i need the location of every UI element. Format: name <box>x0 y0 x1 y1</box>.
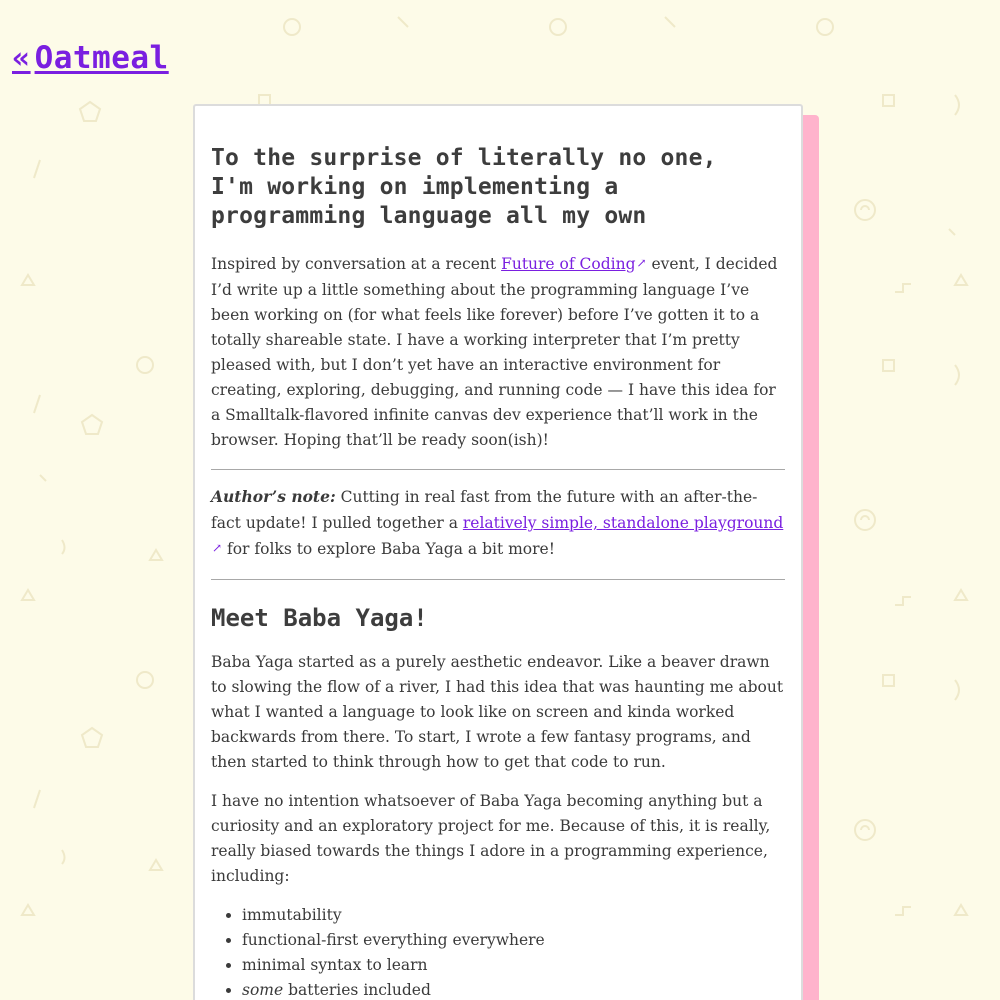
double-chevron-left-icon: « <box>12 41 31 76</box>
divider-top <box>211 469 785 470</box>
list-item-rest: batteries included <box>283 981 431 999</box>
future-of-coding-link-label: Future of Coding <box>501 255 636 273</box>
section-heading: Meet Baba Yaga! <box>211 604 428 632</box>
post-card <box>193 104 803 1000</box>
body-paragraph-1: Baba Yaga started as a purely aesthetic endeavor. Like a beaver drawn to slowing the flow of a river, I had this idea that was haunting me about what I wanted a language to look like on screen and kinda worked backwards from there. To start, I wrote a few fantasy programs, and then started to think through how to get that code to run. <box>211 653 784 771</box>
external-link-icon: ↗ <box>212 541 223 555</box>
list-item <box>242 978 785 1000</box>
playground-link-label: relatively simple, standalone playground <box>462 514 784 532</box>
intro-text-before: Inspired by conversation at a recent <box>211 255 502 273</box>
list-item-emphasis: some <box>242 981 284 999</box>
author-note <box>211 484 785 563</box>
divider-bottom <box>211 579 785 580</box>
list-item: • functional-first everything everywhere <box>242 928 785 953</box>
intro-text-after: event, I decided I’d write up a little something about the programming language I’ve been working on (for what feels like forever) before I’ve gotten it to a totally shareable state. I have a working interpreter that I’m pretty pleased with, but I don’t yet have an interactive environment for creating, exploring, debugging, and running code — I have this idea for a Smalltalk-flavored infinite canvas dev experience that’ll work in the browser. Hoping that’ll be ready soon(ish)! <box>211 255 778 449</box>
future-of-coding-link[interactable] <box>501 255 647 273</box>
author-note-text-before: Cutting in real fast from the future with an after-the-fact update! I pulled together a <box>211 488 758 532</box>
body-paragraph-2: I have no intention whatsoever of Baba Yaga becoming anything but a curiosity and an exploratory project for me. Because of this, it is really, really biased towards the things I adore in a programming experience, including: <box>211 792 771 885</box>
back-to-oatmeal-link[interactable] <box>12 40 169 76</box>
author-note-text-after: for folks to explore Baba Yaga a bit more! <box>222 540 555 558</box>
external-link-icon: ↗ <box>636 256 647 270</box>
back-link-label: Oatmeal <box>34 40 169 76</box>
list-item: • immutability <box>242 903 785 928</box>
intro-paragraph <box>211 252 785 453</box>
list-item: • minimal syntax to learn <box>242 953 785 978</box>
post-title: To the surprise of literally no one, I'm working on implementing a programming language all my own <box>211 145 717 229</box>
author-note-label: Author’s note: <box>211 487 336 506</box>
feature-list <box>211 903 785 1000</box>
